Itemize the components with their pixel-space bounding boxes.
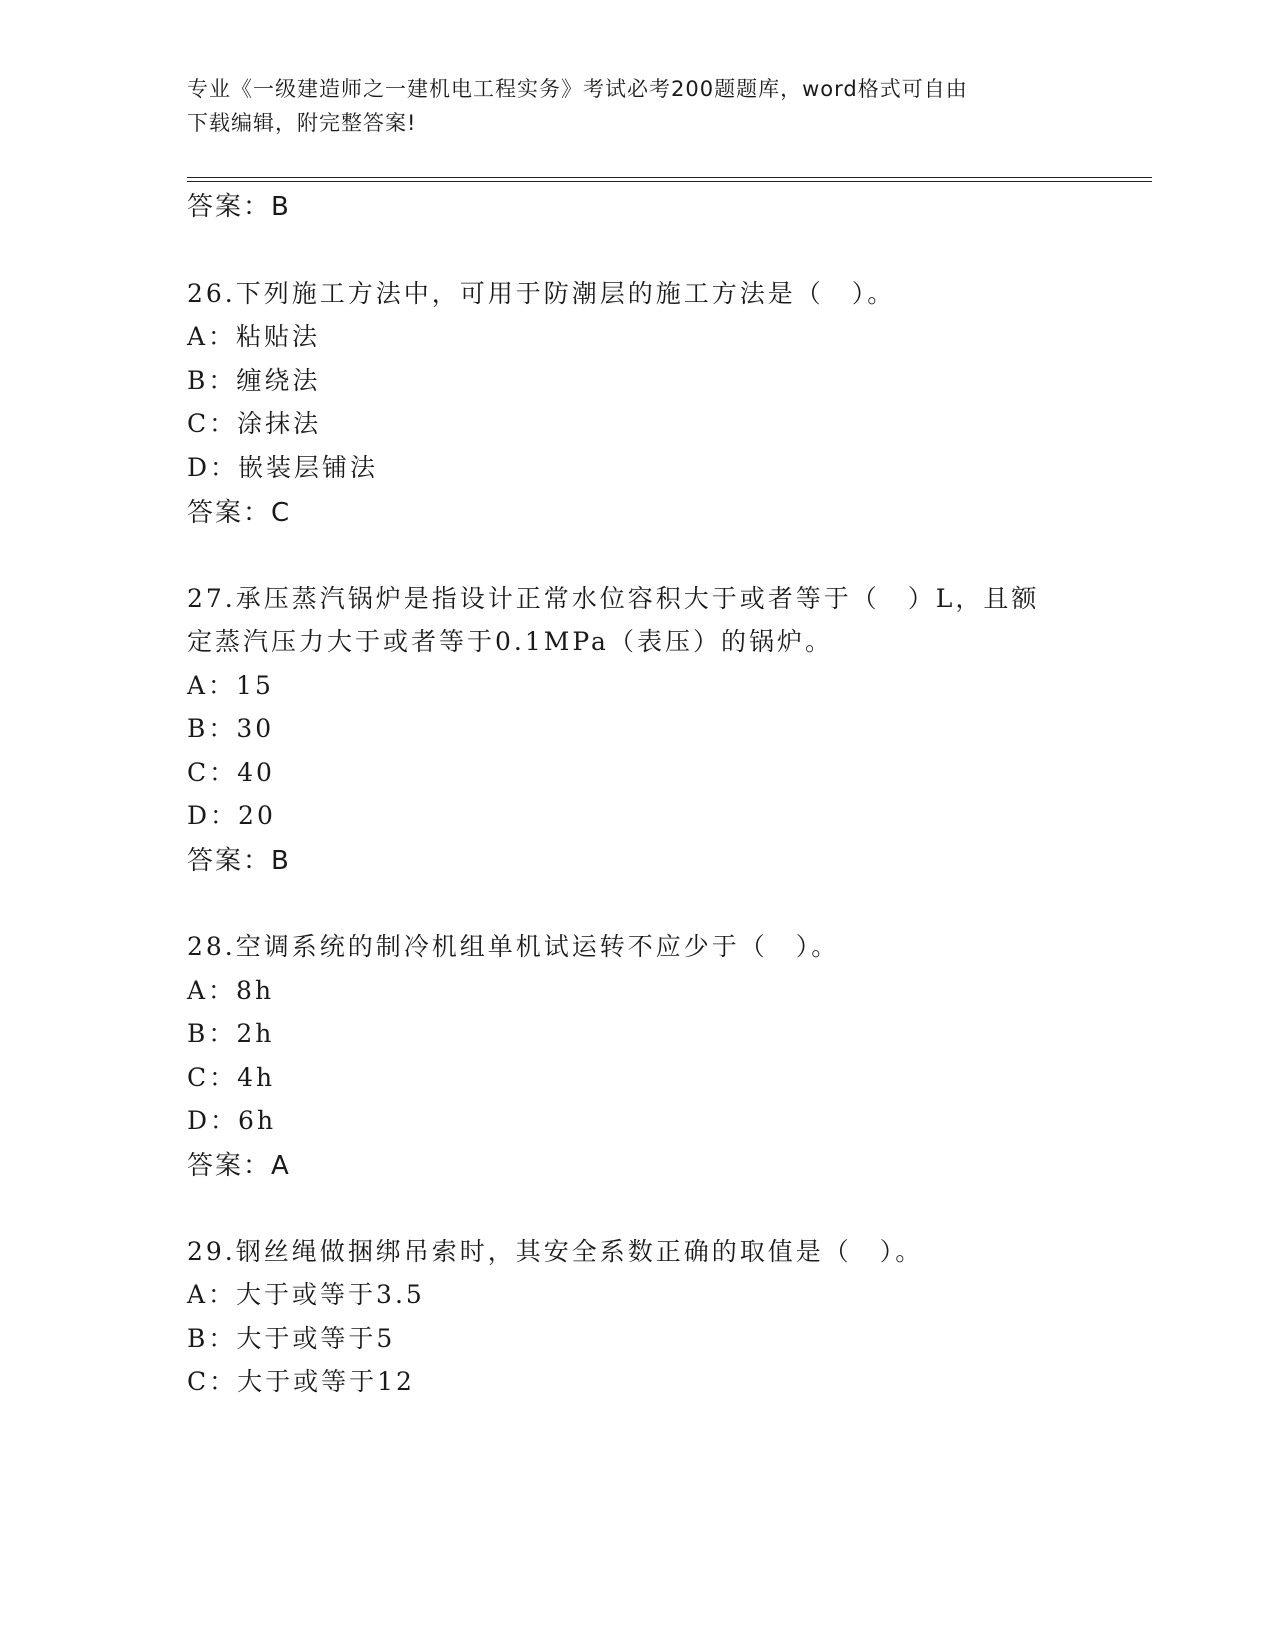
question-27-stem-line-2: 定蒸汽压力大于或者等于0.1MPa（表压）的锅炉。: [187, 627, 833, 656]
document-header: [187, 72, 1087, 140]
question-27-stem-line-1: 27.承压蒸汽锅炉是指设计正常水位容积大于或者等于（ ）L，且额: [187, 584, 1040, 613]
question-29-option-b: B：大于或等于5: [187, 1324, 396, 1353]
question-29-stem: 29.钢丝绳做捆绑吊索时，其安全系数正确的取值是（ ）。: [187, 1237, 924, 1266]
question-28-option-b: B：2h: [187, 1019, 275, 1048]
question-26-option-a: A：粘贴法: [187, 322, 321, 351]
question-28-answer: 答案：A: [187, 1151, 291, 1181]
question-26-option-d: D：嵌装层铺法: [187, 453, 379, 482]
question-27-option-b: B：30: [187, 714, 275, 743]
header-line-2: 下载编辑，附完整答案!: [187, 111, 417, 135]
question-27-option-d: D：20: [187, 801, 276, 830]
question-29-option-c: C：大于或等于12: [187, 1367, 415, 1396]
question-27-option-c: C：40: [187, 758, 275, 787]
question-26-answer: 答案：C: [187, 498, 292, 528]
previous-answer: 答案：B: [187, 192, 291, 222]
question-26-stem: 26.下列施工方法中，可用于防潮层的施工方法是（ ）。: [187, 279, 896, 308]
question-29-option-a: A：大于或等于3.5: [187, 1280, 425, 1309]
question-26-option-c: C：涂抹法: [187, 409, 322, 438]
question-26-option-b: B：缠绕法: [187, 366, 321, 395]
question-27-option-a: A：15: [187, 671, 274, 700]
question-28-stem: 28.空调系统的制冷机组单机试运转不应少于（ ）。: [187, 932, 840, 961]
question-27-answer: 答案：B: [187, 846, 291, 876]
header-divider-top: [187, 177, 1152, 178]
header-line-1: 专业《一级建造师之一建机电工程实务》考试必考200题题库，word格式可自由: [187, 77, 968, 101]
question-28-option-c: C：4h: [187, 1063, 276, 1092]
question-28-option-a: A：8h: [187, 976, 275, 1005]
question-28-option-d: D：6h: [187, 1106, 277, 1135]
header-divider-bottom: [187, 181, 1152, 182]
